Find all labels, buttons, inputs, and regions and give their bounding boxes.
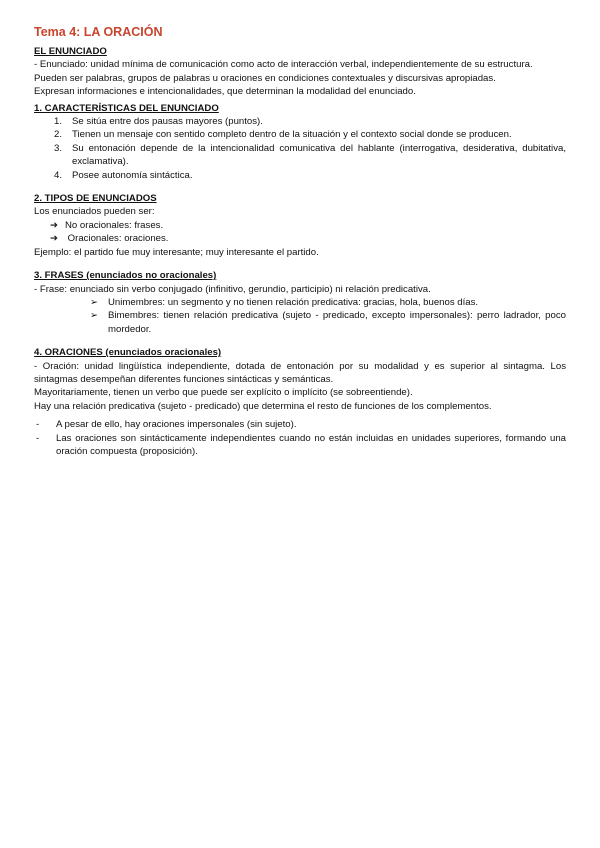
list-item [34,232,566,245]
paragraph-line: - Frase: enunciado sin verbo conjugado (infinitivo, gerundio, participio) ni relación predicativa. [34,283,431,295]
triangle-arrow-icon: ➢ [90,310,99,322]
triangle-arrow-icon: ➢ [90,296,99,308]
list-item [34,432,566,459]
list-text: Se sitúa entre dos pausas mayores (puntos). [72,116,263,128]
paragraph-line: Los enunciados pueden ser: [34,206,155,218]
paragraph-line: Expresan informaciones e intencionalidades, que determinan la modalidad del enunciado. [34,86,416,98]
numbered-list [34,115,566,182]
list-text: Tienen un mensaje con sentido completo dentro de la situación y el contexto social donde se producen. [72,129,512,141]
list-number: 3. [54,142,63,154]
paragraph-line: Hay una relación predicativa (sujeto - predicado) que determina el resto de funciones de los complementos. [34,400,492,412]
list-item [34,219,566,232]
list-number: 1. [54,116,63,128]
list-item [34,128,566,141]
section-enunciado [34,45,566,99]
list-text: No oracionales: frases. [65,219,164,231]
paragraph-line: Mayoritariamente, tienen un verbo que puede ser explícito o implícito (se sobreentiende). [34,387,413,399]
list-item [34,296,566,309]
list-text: Oracionales: oraciones. [65,233,169,245]
list-number: 2. [54,129,63,141]
section-heading: 4. ORACIONES (enunciados oracionales) [34,347,222,359]
arrow-icon: ➔ [50,219,59,231]
list-text: A pesar de ello, hay oraciones impersonales (sin sujeto). [56,419,297,431]
section-tipos [34,192,566,259]
arrow-icon: ➔ [50,233,59,245]
list-text: Posee autonomía sintáctica. [72,169,193,181]
section-oraciones [34,346,566,458]
list-text: Unimembres: un segmento y no tienen relación predicativa: gracias, hola, buenos días. [108,296,479,308]
list-item [34,418,566,431]
paragraph-line: Ejemplo: el partido fue muy interesante; muy interesante el partido. [34,246,319,258]
paragraph-line: Pueden ser palabras, grupos de palabras u oraciones en condiciones contextuales y discursivas apropiadas. [34,72,496,84]
list-item [34,169,566,182]
paragraph: - Oración: unidad lingüística independiente, dotada de entonación por su modalidad y es superior al sintagma. Los sintagmas desempeñan diferentes funciones sintácticas y semánticas. [34,360,566,385]
list-item [34,309,566,336]
document-title: Tema 4: LA ORACIÓN [34,25,163,39]
section-heading: 1. CARACTERÍSTICAS DEL ENUNCIADO [34,102,219,114]
section-frases [34,269,566,336]
section-heading: EL ENUNCIADO [34,46,107,57]
list-item [34,142,566,169]
section-caracteristicas [34,102,566,182]
list-text: Bimembres: tienen relación predicativa (sujeto - predicado, excepto impersonales): perro ladrador, poco mordedor. [108,310,566,335]
list-text: Su entonación depende de la intencionalidad comunicativa del hablante (interrogativa, desiderativa, dubitativa, exclamativa). [72,142,566,168]
section-heading: 2. TIPOS DE ENUNCIADOS [34,193,157,205]
paragraph-line: - Enunciado: unidad mínima de comunicación como acto de interacción verbal, independientemente de su estructura. [34,59,533,71]
list-text: Las oraciones son sintácticamente independientes cuando no están incluidas en unidades superiores, formando una oración compuesta (proposición). [56,432,566,457]
section-heading: 3. FRASES (enunciados no oracionales) [34,270,217,282]
dash-bullet-icon: - [36,432,40,444]
list-number: 4. [54,169,63,181]
list-item [34,115,566,128]
dash-bullet-icon: - [36,419,40,431]
